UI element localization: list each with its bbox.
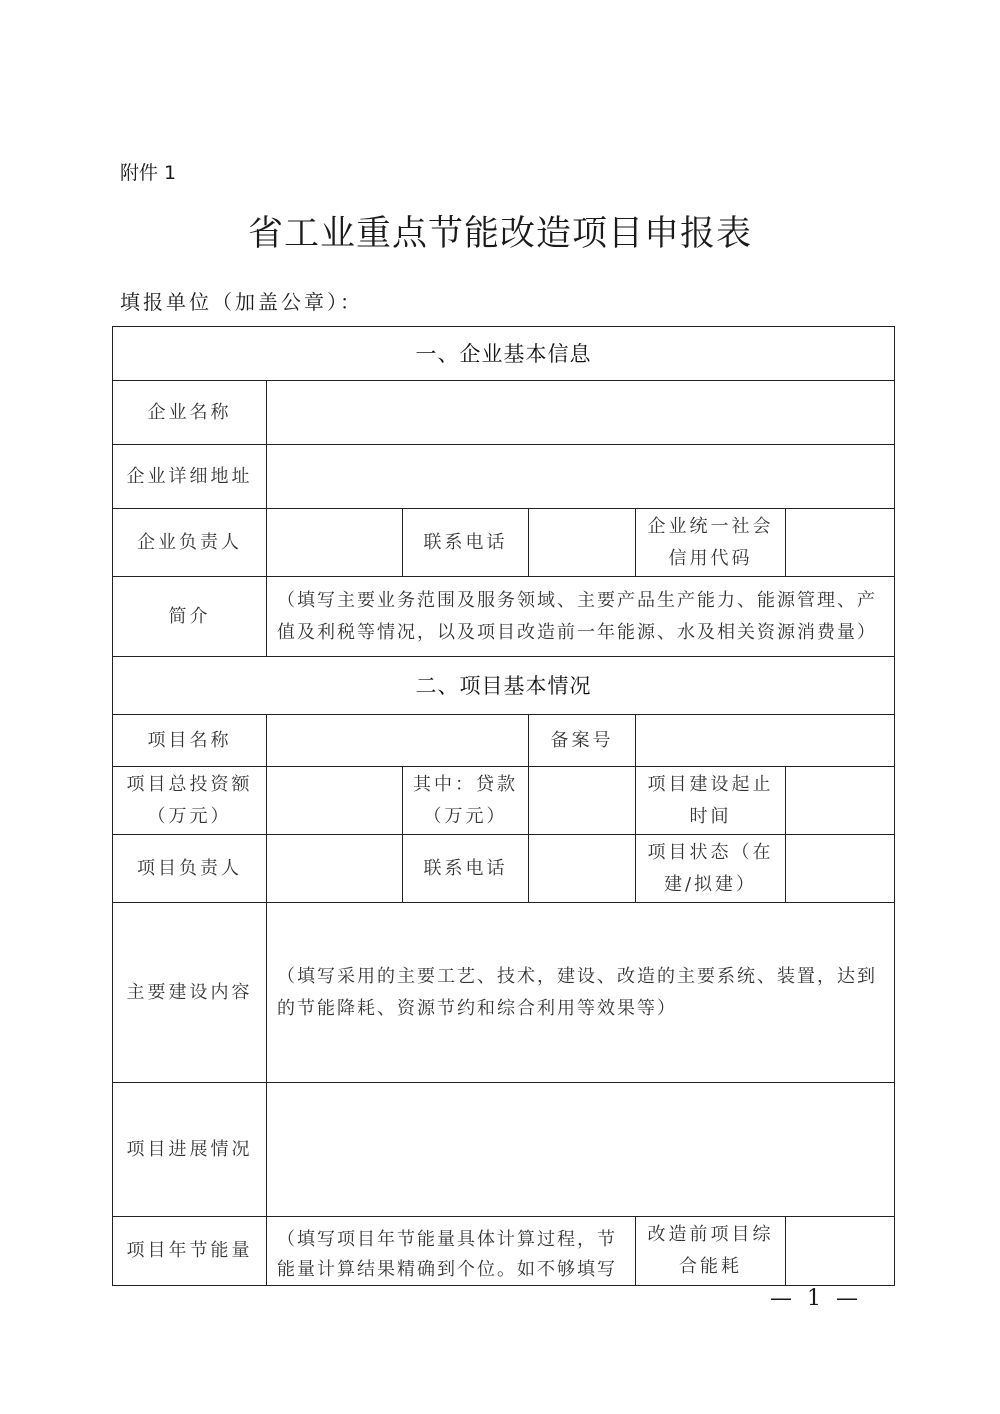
company-name-field[interactable] <box>267 381 895 445</box>
main-content-field[interactable]: （填写采用的主要工艺、技术，建设、改造的主要系统、装置，达到的节能降耗、资源节约和综合利用等效果等） <box>267 903 895 1083</box>
company-phone-label: 联系电话 <box>403 509 529 577</box>
pre-energy-field[interactable] <box>786 1217 895 1286</box>
filing-no-field[interactable] <box>636 715 895 767</box>
annual-saving-field[interactable]: （填写项目年节能量具体计算过程，节能量计算结果精确到个位。如不够填写 <box>267 1217 636 1286</box>
project-name-field[interactable] <box>267 715 529 767</box>
construction-period-label: 项目建设起止时间 <box>636 767 786 835</box>
attachment-label: 附件 1 <box>120 162 177 184</box>
company-address-label: 企业详细地址 <box>113 445 267 509</box>
project-name-label: 项目名称 <box>113 715 267 767</box>
page-title: 省工业重点节能改造项目申报表 <box>247 214 752 254</box>
progress-field[interactable] <box>267 1083 895 1217</box>
main-content-label: 主要建设内容 <box>113 903 267 1083</box>
pre-energy-label: 改造前项目综合能耗 <box>636 1217 786 1286</box>
section-enterprise-heading: 一、企业基本信息 <box>113 327 895 381</box>
project-head-field[interactable] <box>267 835 403 903</box>
loan-field[interactable] <box>529 767 636 835</box>
company-address-field[interactable] <box>267 445 895 509</box>
project-status-label: 项目状态（在建/拟建） <box>636 835 786 903</box>
company-head-field[interactable] <box>267 509 403 577</box>
construction-period-field[interactable] <box>786 767 895 835</box>
annual-saving-label: 项目年节能量 <box>113 1217 267 1286</box>
project-phone-label: 联系电话 <box>403 835 529 903</box>
filing-no-label: 备案号 <box>529 715 636 767</box>
intro-label: 简介 <box>113 577 267 657</box>
loan-label: 其中：贷款（万元） <box>403 767 529 835</box>
credit-code-label: 企业统一社会信用代码 <box>636 509 786 577</box>
project-head-label: 项目负责人 <box>113 835 267 903</box>
company-name-label: 企业名称 <box>113 381 267 445</box>
credit-code-field[interactable] <box>786 509 895 577</box>
project-phone-field[interactable] <box>529 835 636 903</box>
progress-label: 项目进展情况 <box>113 1083 267 1217</box>
section-project-heading: 二、项目基本情况 <box>113 657 895 715</box>
company-phone-field[interactable] <box>529 509 636 577</box>
total-investment-label: 项目总投资额（万元） <box>113 767 267 835</box>
project-status-field[interactable] <box>786 835 895 903</box>
total-investment-field[interactable] <box>267 767 403 835</box>
application-form-table <box>112 326 895 1286</box>
page-number: — 1 — <box>770 1286 862 1311</box>
company-head-label: 企业负责人 <box>113 509 267 577</box>
filler-unit-label: 填报单位（加盖公章）： <box>120 290 363 314</box>
intro-field[interactable]: （填写主要业务范围及服务领域、主要产品生产能力、能源管理、产值及利税等情况，以及项目改造前一年能源、水及相关资源消费量） <box>267 577 895 657</box>
